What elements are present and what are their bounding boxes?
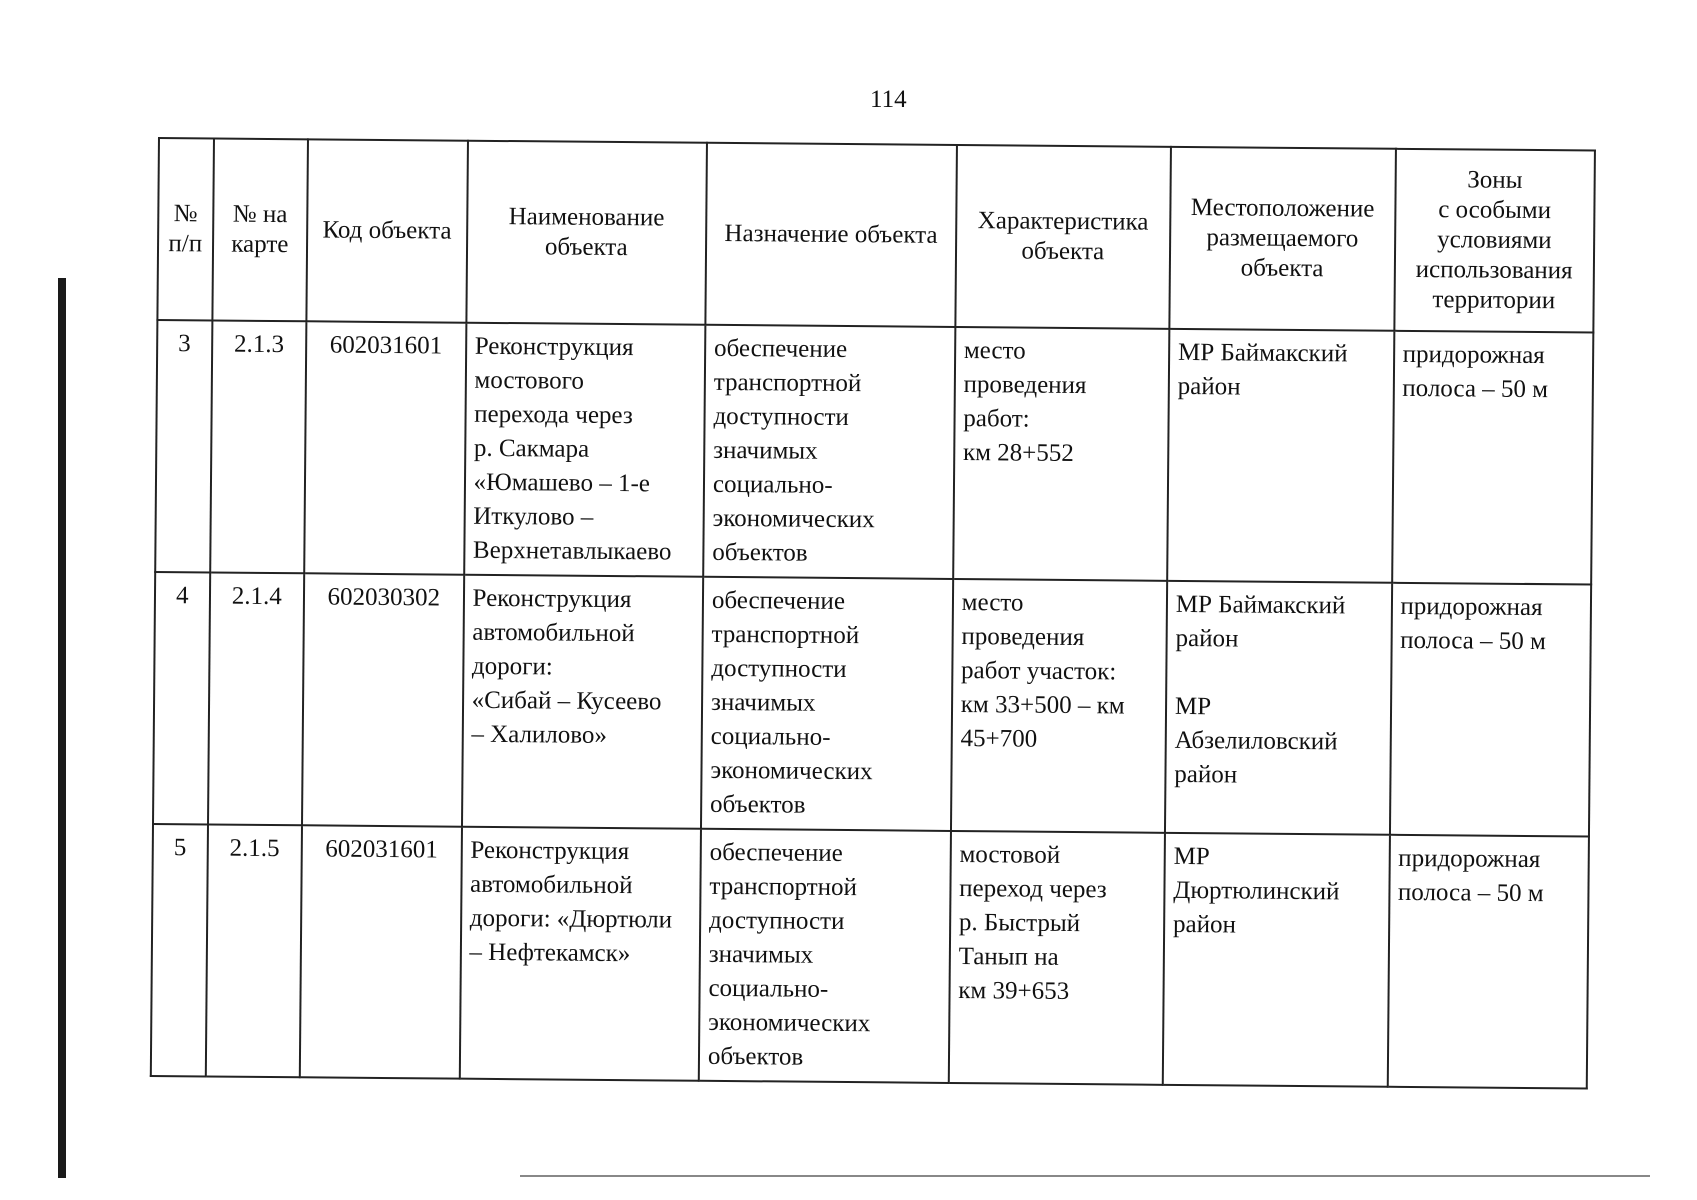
row-object-characteristic: место проведения работ: км 28+552 [953,327,1169,581]
row-map-number: 2.1.4 [208,572,305,825]
row-object-code: 602030302 [302,573,464,826]
page-number: 114 [870,86,907,113]
row-object-location: МР Баймакский район МР Абзелиловский район [1165,581,1392,835]
objects-table [150,137,1596,1090]
row-object-location: МР Баймакский район [1167,329,1394,583]
header-special-zones: Зоны с особыми условиями использования территории [1394,149,1595,333]
row-object-name: Реконструкция мостового перехода через р. Сакмара «Юмашево – 1-е Иткулово – Верхнетавлыкаево [464,323,706,577]
row-object-characteristic: мостовой переход через р. Быстрый Танып на км 39+653 [949,831,1165,1085]
row-object-name: Реконструкция автомобильной дороги: «Дюртюли – Нефтекамск» [459,827,701,1081]
row-num: 4 [153,572,210,824]
row-num: 3 [155,320,212,572]
header-object-location: Местоположение размещаемого объекта [1169,147,1395,331]
row-special-zones: придорожная полоса – 50 м [1387,835,1589,1089]
bottom-rule [520,1175,1650,1177]
row-object-location: МР Дюртюлинский район [1163,833,1390,1087]
header-map-number: № на карте [212,138,308,321]
row-num: 5 [151,824,208,1076]
row-map-number: 2.1.5 [205,824,302,1077]
header-object-purpose: Назначение объекта [705,143,956,327]
row-special-zones: придорожная полоса – 50 м [1389,583,1591,837]
header-object-name: Наименование объекта [466,141,707,325]
row-special-zones: придорожная полоса – 50 м [1392,331,1594,585]
header-object-characteristic: Характеристика объекта [955,145,1171,329]
header-row [157,138,1595,333]
header-object-code: Код объекта [306,139,467,322]
row-map-number: 2.1.3 [210,320,307,573]
table-row [153,572,1591,837]
table-row [155,320,1593,585]
row-object-name: Реконструкция автомобильной дороги: «Сибай – Кусеево – Халилово» [462,575,704,829]
table-row [151,824,1589,1089]
scan-edge-bar [58,278,66,1178]
header-num: № п/п [157,138,213,320]
row-object-purpose: обеспечение транспортной доступности значимых социально- экономических объектов [701,577,953,831]
row-object-code: 602031601 [304,321,466,574]
row-object-characteristic: место проведения работ участок: км 33+500 – км 45+700 [951,579,1167,833]
row-object-code: 602031601 [300,825,462,1078]
row-object-purpose: обеспечение транспортной доступности значимых социально- экономических объектов [699,829,951,1083]
row-object-purpose: обеспечение транспортной доступности значимых социально- экономических объектов [703,325,955,579]
